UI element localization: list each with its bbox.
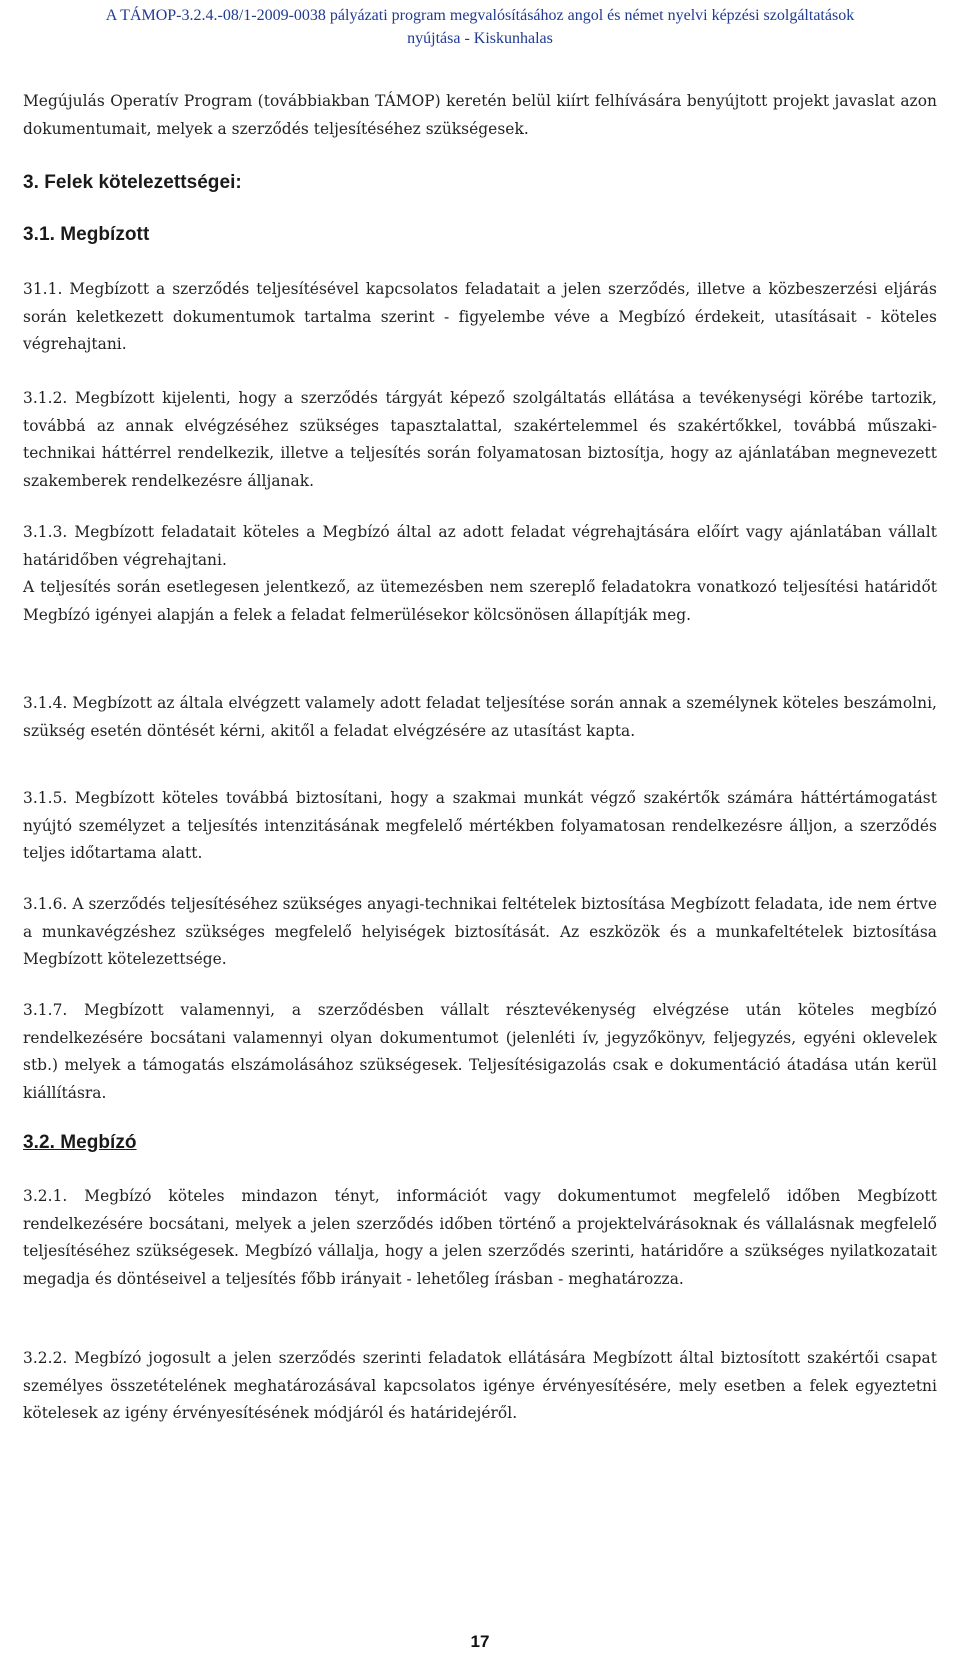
intro-paragraph: Megújulás Operatív Program (továbbiakban TÁMOP) keretén belül kiírt felhívására benyújtott projekt javaslat azon dokumentumait, melyek a szerződés teljesítéséhez szükségesek. — [23, 92, 937, 138]
paragraph-3-2-2: 3.2.2. Megbízó jogosult a jelen szerződés szerinti feladatok ellátására Megbízott által biztosított szakértői csapat személyes összetételének meghatározásával kapcsolatos igénye érvényesítésére, mely esetben a felek egyeztetni kötelesek az igény érvényesítésének módjáról és határidejéről. — [23, 1349, 937, 1423]
paragraph-3-1-5: 3.1.5. Megbízott köteles továbbá biztosítani, hogy a szakmai munkát végző szakértők számára háttértámogatást nyújtó személyzet a teljesítés intenzitásának megfelelő mértékben folyamatosan rendelkezésre álljon, a szerződés teljes időtartama alatt. — [23, 789, 937, 863]
page-number: 17 — [470, 1632, 490, 1651]
running-header — [0, 4, 960, 50]
paragraph-3-1-4: 3.1.4. Megbízott az általa elvégzett valamely adott feladat teljesítése során annak a személynek köteles beszámolni, szükség esetén döntését kérni, akitől a feladat elvégzésére az utasítást kapta. — [23, 694, 937, 740]
header-line-2: nyújtása - Kiskunhalas — [407, 30, 553, 47]
section-3-1-heading: 3.1. Megbízott — [23, 224, 150, 245]
paragraph-3-1-1: 31.1. Megbízott a szerződés teljesítésével kapcsolatos feladatait a jelen szerződés, illetve a közbeszerzési eljárás során keletkezett dokumentumok tartalma szerint - figyelembe véve a Megbízó érdekeit, utasításait - köteles végrehajtani. — [23, 280, 937, 354]
section-3-heading: 3. Felek kötelezettségei: — [23, 172, 242, 193]
header-line-1: A TÁMOP-3.2.4.-08/1-2009-0038 pályázati program megvalósításához angol és német nyelvi képzési szolgáltatások — [105, 7, 855, 24]
paragraph-3-1-3: 3.1.3. Megbízott feladatait köteles a Megbízó által az adott feladat végrehajtására előírt vagy ajánlatában vállalt határidőben végrehajtani. A teljesítés során esetlegesen jelentkező, az ütemezésben nem szereplő feladatokra vonatkozó teljesítési határidőt Megbízó igényei alapján a felek a feladat felmerülésekor kölcsönösen állapítják meg. — [23, 519, 937, 629]
paragraph-3-2-1: 3.2.1. Megbízó köteles mindazon tényt, információt vagy dokumentumot megfelelő időben Megbízott rendelkezésére bocsátani, melyek a jelen szerződés időben történő a projektelvárásoknak és vállalásnak megfelelő teljesítéséhez szükségesek. Megbízó vállalja, hogy a jelen szerződés szerinti, határidőre a szükséges nyilatkozatait megadja és döntéseivel a teljesítés főbb irányait - lehetőleg írásban - meghatározza. — [23, 1187, 937, 1288]
paragraph-3-1-6: 3.1.6. A szerződés teljesítéséhez szükséges anyagi-technikai feltételek biztosítása Megbízott feladata, ide nem értve a munkavégzéshez szükséges megfelelő helyiségek biztosítását. Az eszközök és a munkafeltételek biztosítása Megbízott kötelezettsége. — [23, 895, 937, 969]
paragraph-3-1-3-continued: A teljesítés során esetlegesen jelentkező, az ütemezésben nem szereplő feladatokra vonatkozó teljesítési határidőt Megbízó igényei alapján a felek a feladat felmerülésekor kölcsönösen állapítják meg. — [23, 578, 937, 624]
paragraph-3-1-7: 3.1.7. Megbízott valamennyi, a szerződésben vállalt résztevékenység elvégzése után köteles megbízó rendelkezésére bocsátani valamennyi olyan dokumentumot (jelenléti ív, jegyzőkönyv, feljegyzés, egyéni oklevelek stb.) melyek a támogatás elszámolásához szükségesek. Teljesítésigazolás csak e dokumentáció átadása után kerül kiállításra. — [23, 1001, 937, 1102]
paragraph-3-1-2: 3.1.2. Megbízott kijelenti, hogy a szerződés tárgyát képező szolgáltatás ellátása a tevékenységi körébe tartozik, továbbá az annak elvégzéséhez szükséges tapasztalattal, szakértelemmel és szakértőkkel, továbbá műszaki-technikai háttérrel rendelkezik, illetve a teljesítés során folyamatosan biztosítja, hogy az ajánlatában megnevezett szakemberek rendelkezésre álljanak. — [23, 389, 937, 490]
section-3-2-heading: 3.2. Megbízó — [23, 1132, 137, 1153]
